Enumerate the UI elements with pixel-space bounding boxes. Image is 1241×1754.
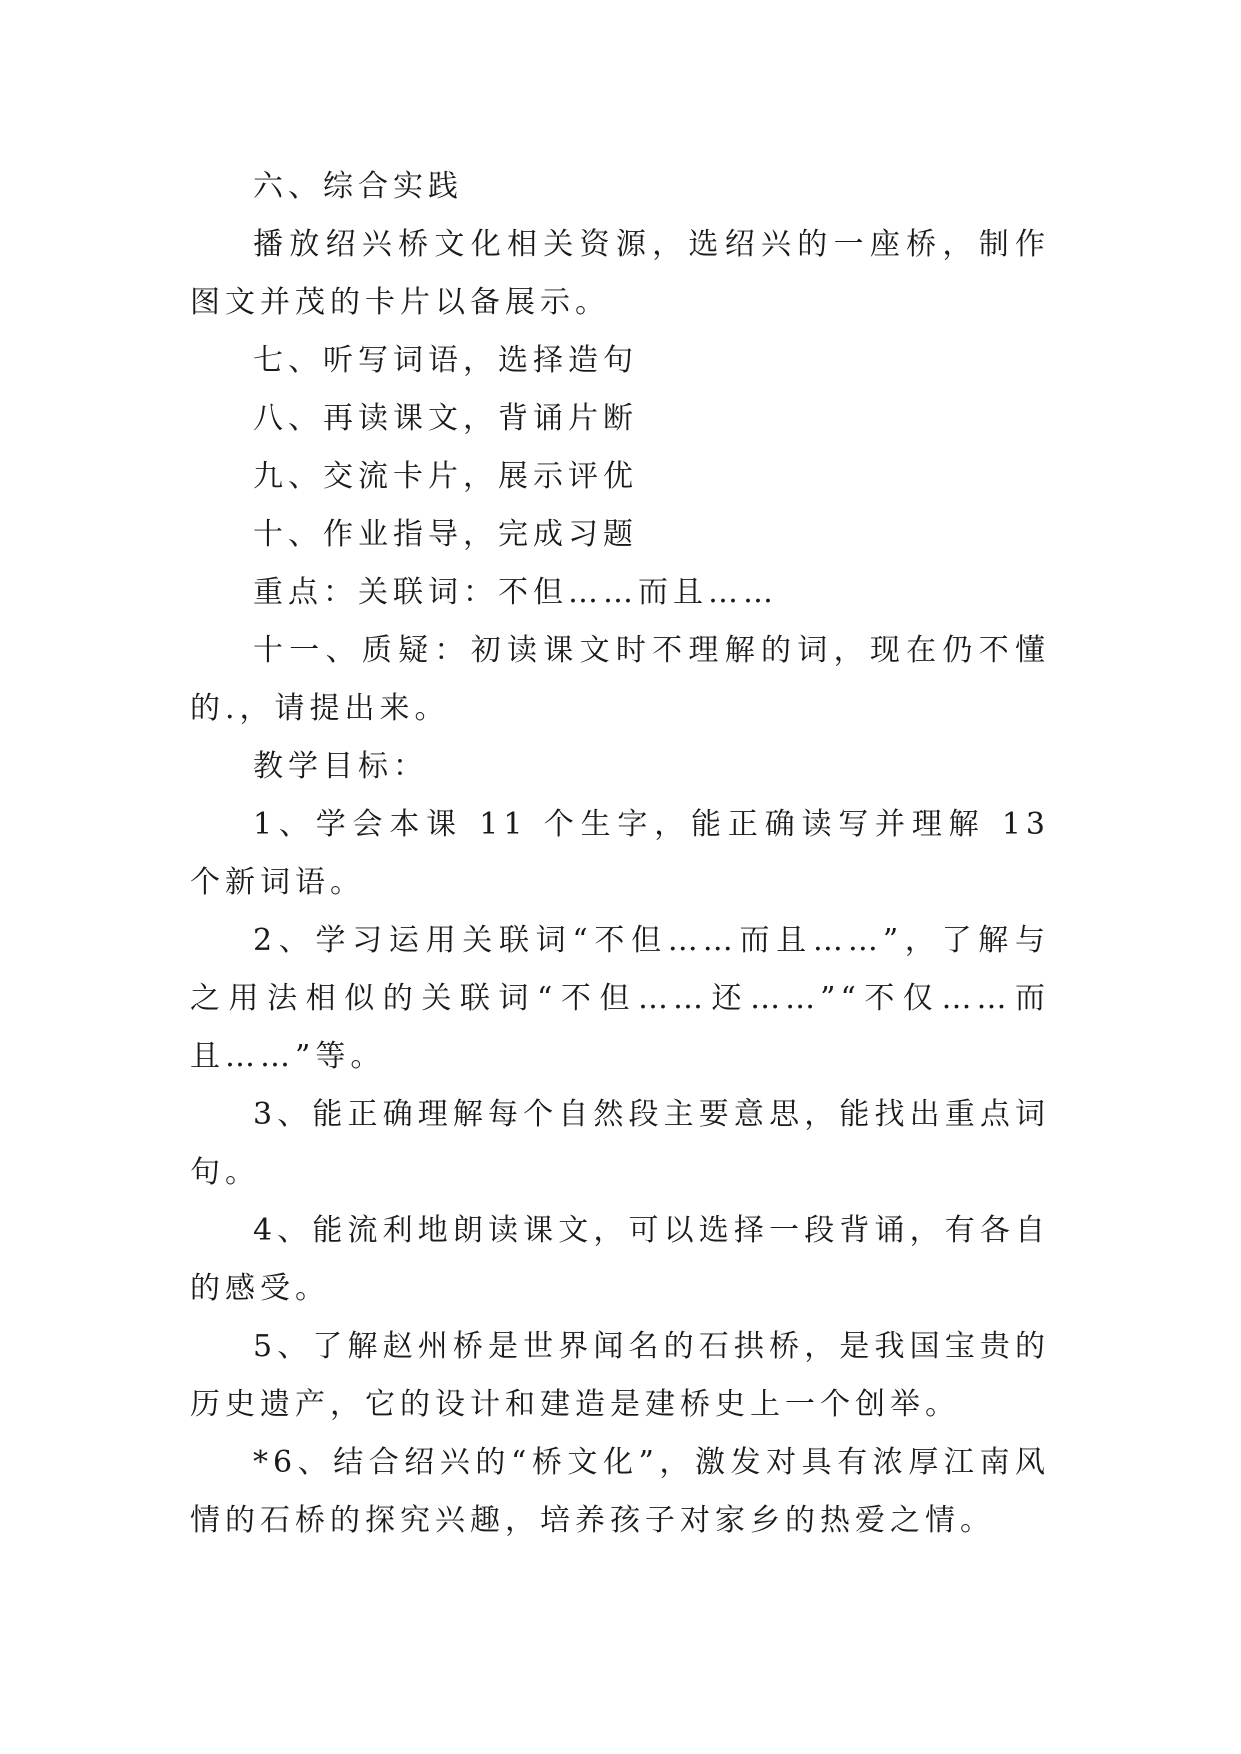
- paragraph: 3、能正确理解每个自然段主要意思，能找出重点词句。: [190, 1097, 1050, 1190]
- document-body: [190, 158, 1050, 1550]
- paragraph: 八、再读课文，背诵片断: [253, 401, 638, 436]
- paragraph: 重点：关联词：不但……而且……: [253, 575, 778, 610]
- paragraph: 九、交流卡片，展示评优: [253, 459, 638, 494]
- section-heading: 教学目标：: [253, 749, 428, 784]
- paragraph: 六、综合实践: [253, 169, 463, 204]
- paragraph: 十、作业指导，完成习题: [253, 517, 638, 552]
- paragraph: 5、了解赵州桥是世界闻名的石拱桥，是我国宝贵的历史遗产，它的设计和建造是建桥史上一个创举。: [190, 1329, 1050, 1422]
- paragraph: 七、听写词语，选择造句: [253, 343, 638, 378]
- paragraph: 播放绍兴桥文化相关资源，选绍兴的一座桥，制作图文并茂的卡片以备展示。: [190, 227, 1050, 320]
- paragraph: 4、能流利地朗读课文，可以选择一段背诵，有各自的感受。: [190, 1213, 1050, 1306]
- paragraph: *6、结合绍兴的“桥文化”，激发对具有浓厚江南风情的石桥的探究兴趣，培养孩子对家乡的热爱之情。: [190, 1445, 1050, 1538]
- paragraph: 2、学习运用关联词“不但……而且……”，了解与之用法相似的关联词“不但……还……”“不仅……而且……”等。: [190, 923, 1050, 1074]
- paragraph: 十一、质疑：初读课文时不理解的词，现在仍不懂的.，请提出来。: [190, 633, 1050, 726]
- paragraph: 1、学会本课 11 个生字，能正确读写并理解 13 个新词语。: [190, 807, 1050, 900]
